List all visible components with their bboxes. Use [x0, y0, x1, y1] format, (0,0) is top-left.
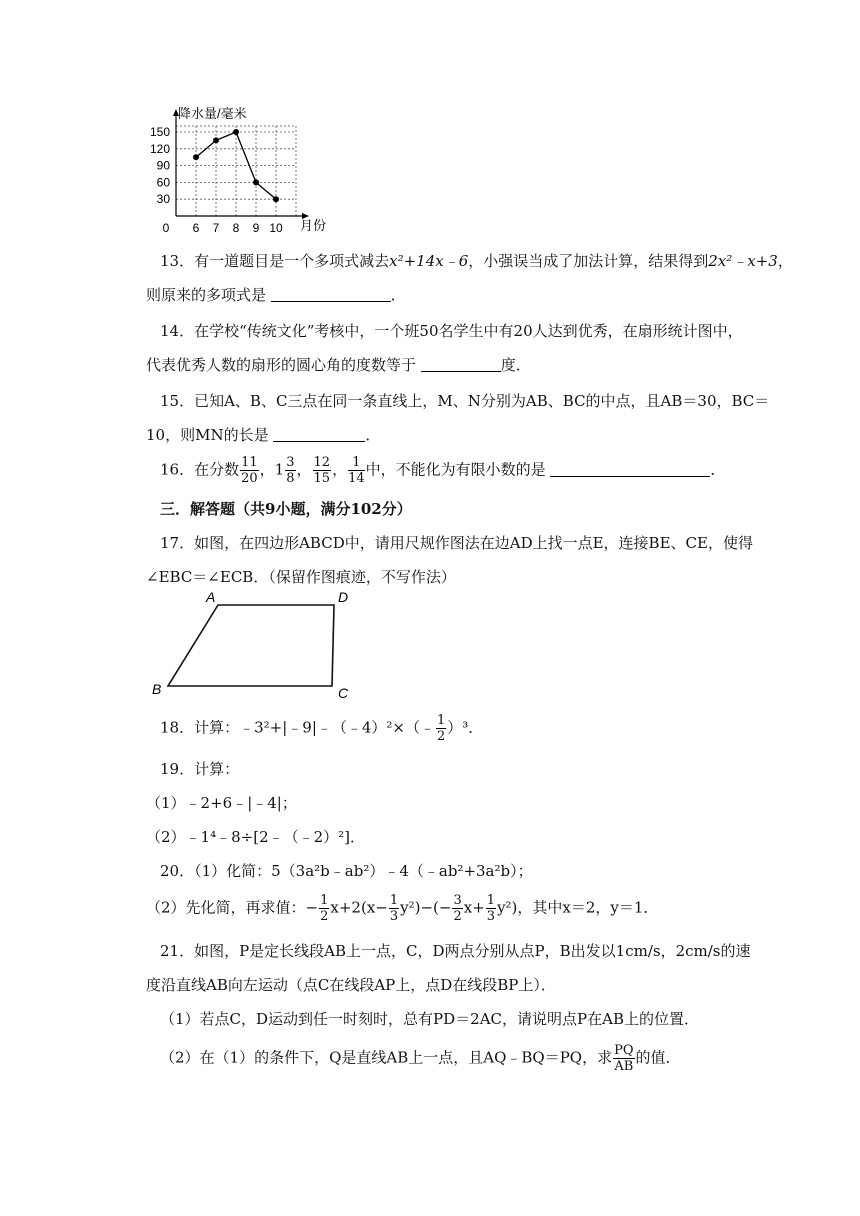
question-17: 17．如图，在四边形ABCD中，请用尺规作图法在边AD上找一点E，连接BE、CE，使得: [160, 534, 753, 552]
rainfall-line-chart: [140, 100, 340, 238]
question-13: 13．有一道题目是一个多项式减去x²+14x﹣6，小强误当成了加法计算，结果得到2x²﹣x+3，: [160, 252, 793, 270]
question-14-line2: 代表优秀人数的扇形的圆心角的度数等于 度．: [146, 356, 531, 374]
y-tick-label: 60: [156, 175, 170, 190]
answer-blank[interactable]: [421, 357, 501, 372]
answer-blank[interactable]: [271, 287, 391, 302]
x-tick-label: 0: [162, 221, 170, 235]
question-21: 21．如图，P是定长线段AB上一点，C，D两点分别从点P，B出发以1cm/s，2cm/s的速: [160, 942, 751, 960]
x-tick-label: 10: [269, 221, 283, 235]
question-19-part1: （1）﹣2+6﹣|﹣4|；: [146, 794, 297, 812]
question-17-line2: ∠EBC＝∠ECB．（保留作图痕迹，不写作法）: [146, 568, 456, 586]
question-15: 15．已知A、B、C三点在同一条直线上，M、N分别为AB、BC的中点，且AB＝30，BC＝: [160, 392, 770, 410]
data-point: [273, 196, 279, 202]
question-15-line2: 10，则MN的长是 ．: [146, 426, 381, 444]
y-tick-label: 150: [149, 125, 170, 139]
section-heading: 三．解答题（共9小题，满分102分）: [160, 500, 412, 518]
question-13-line2: 则原来的多项式是 ．: [146, 286, 406, 304]
answer-blank[interactable]: [550, 462, 710, 477]
label-d: D: [338, 590, 349, 605]
y-tick-label: 90: [156, 158, 170, 173]
data-point: [193, 154, 199, 160]
y-tick-label: 120: [149, 141, 170, 156]
data-point: [233, 129, 239, 135]
question-21-part1: （1）若点C，D运动到任一时刻时，总有PD＝2AC，请说明点P在AB上的位置．: [160, 1010, 699, 1028]
x-tick-label: 8: [232, 221, 240, 235]
question-20: 20．（1）化简：5（3a²b﹣ab²）﹣4（﹣ab²+3a²b）；: [160, 862, 533, 880]
label-b: B: [152, 681, 162, 697]
question-19: 19．计算：: [160, 760, 240, 778]
label-c: C: [338, 685, 349, 701]
question-21-line2: 度沿直线AB向左运动（点C在线段AP上，点D在线段BP上）．: [146, 976, 556, 994]
chart-xlabel: 月份: [300, 218, 327, 233]
data-point: [213, 137, 219, 143]
x-tick-label: 6: [192, 221, 200, 235]
question-18: 18．计算：﹣3²+|﹣9|﹣（﹣4）²×（﹣ $\frac{1}{2}$ ）³．: [160, 713, 484, 744]
question-14: 14．在学校“传统文化”考核中，一个班50名学生中有20人达到优秀，在扇形统计图中，: [160, 322, 743, 340]
label-a: A: [206, 590, 216, 605]
x-tick-label: 9: [252, 221, 260, 235]
question-19-part2: （2）﹣1⁴﹣8÷[2﹣（﹣2）²]．: [146, 828, 366, 846]
chart-ylabel: 降水量/毫米: [178, 106, 247, 121]
answer-blank[interactable]: [273, 427, 365, 442]
data-point: [253, 179, 259, 185]
y-tick-label: 30: [156, 192, 170, 207]
quadrilateral-figure: [146, 590, 366, 702]
x-tick-label: 7: [212, 221, 220, 235]
question-16: 16．在分数 $\frac{11}{20}$ ，1 $\frac{3}{8}$ ， $\frac{12}{15}$ ， $\frac{1}{14}$ 中，不能化为有限小数的是 ．: [160, 455, 726, 486]
question-21-part2: （2）在（1）的条件下，Q是直线AB上一点，且AQ﹣BQ＝PQ，求 $\frac{PQ}{AB}$ 的值．: [160, 1043, 681, 1074]
question-20-part2: （2）先化简，再求值：− $\frac{1}{2}$ x+2(x− $\frac{1}{3}$ y²)−(− $\frac{3}{2}$ x+ $\frac{1}{3}$ y²)，其中x＝2，y＝1．: [146, 893, 659, 924]
